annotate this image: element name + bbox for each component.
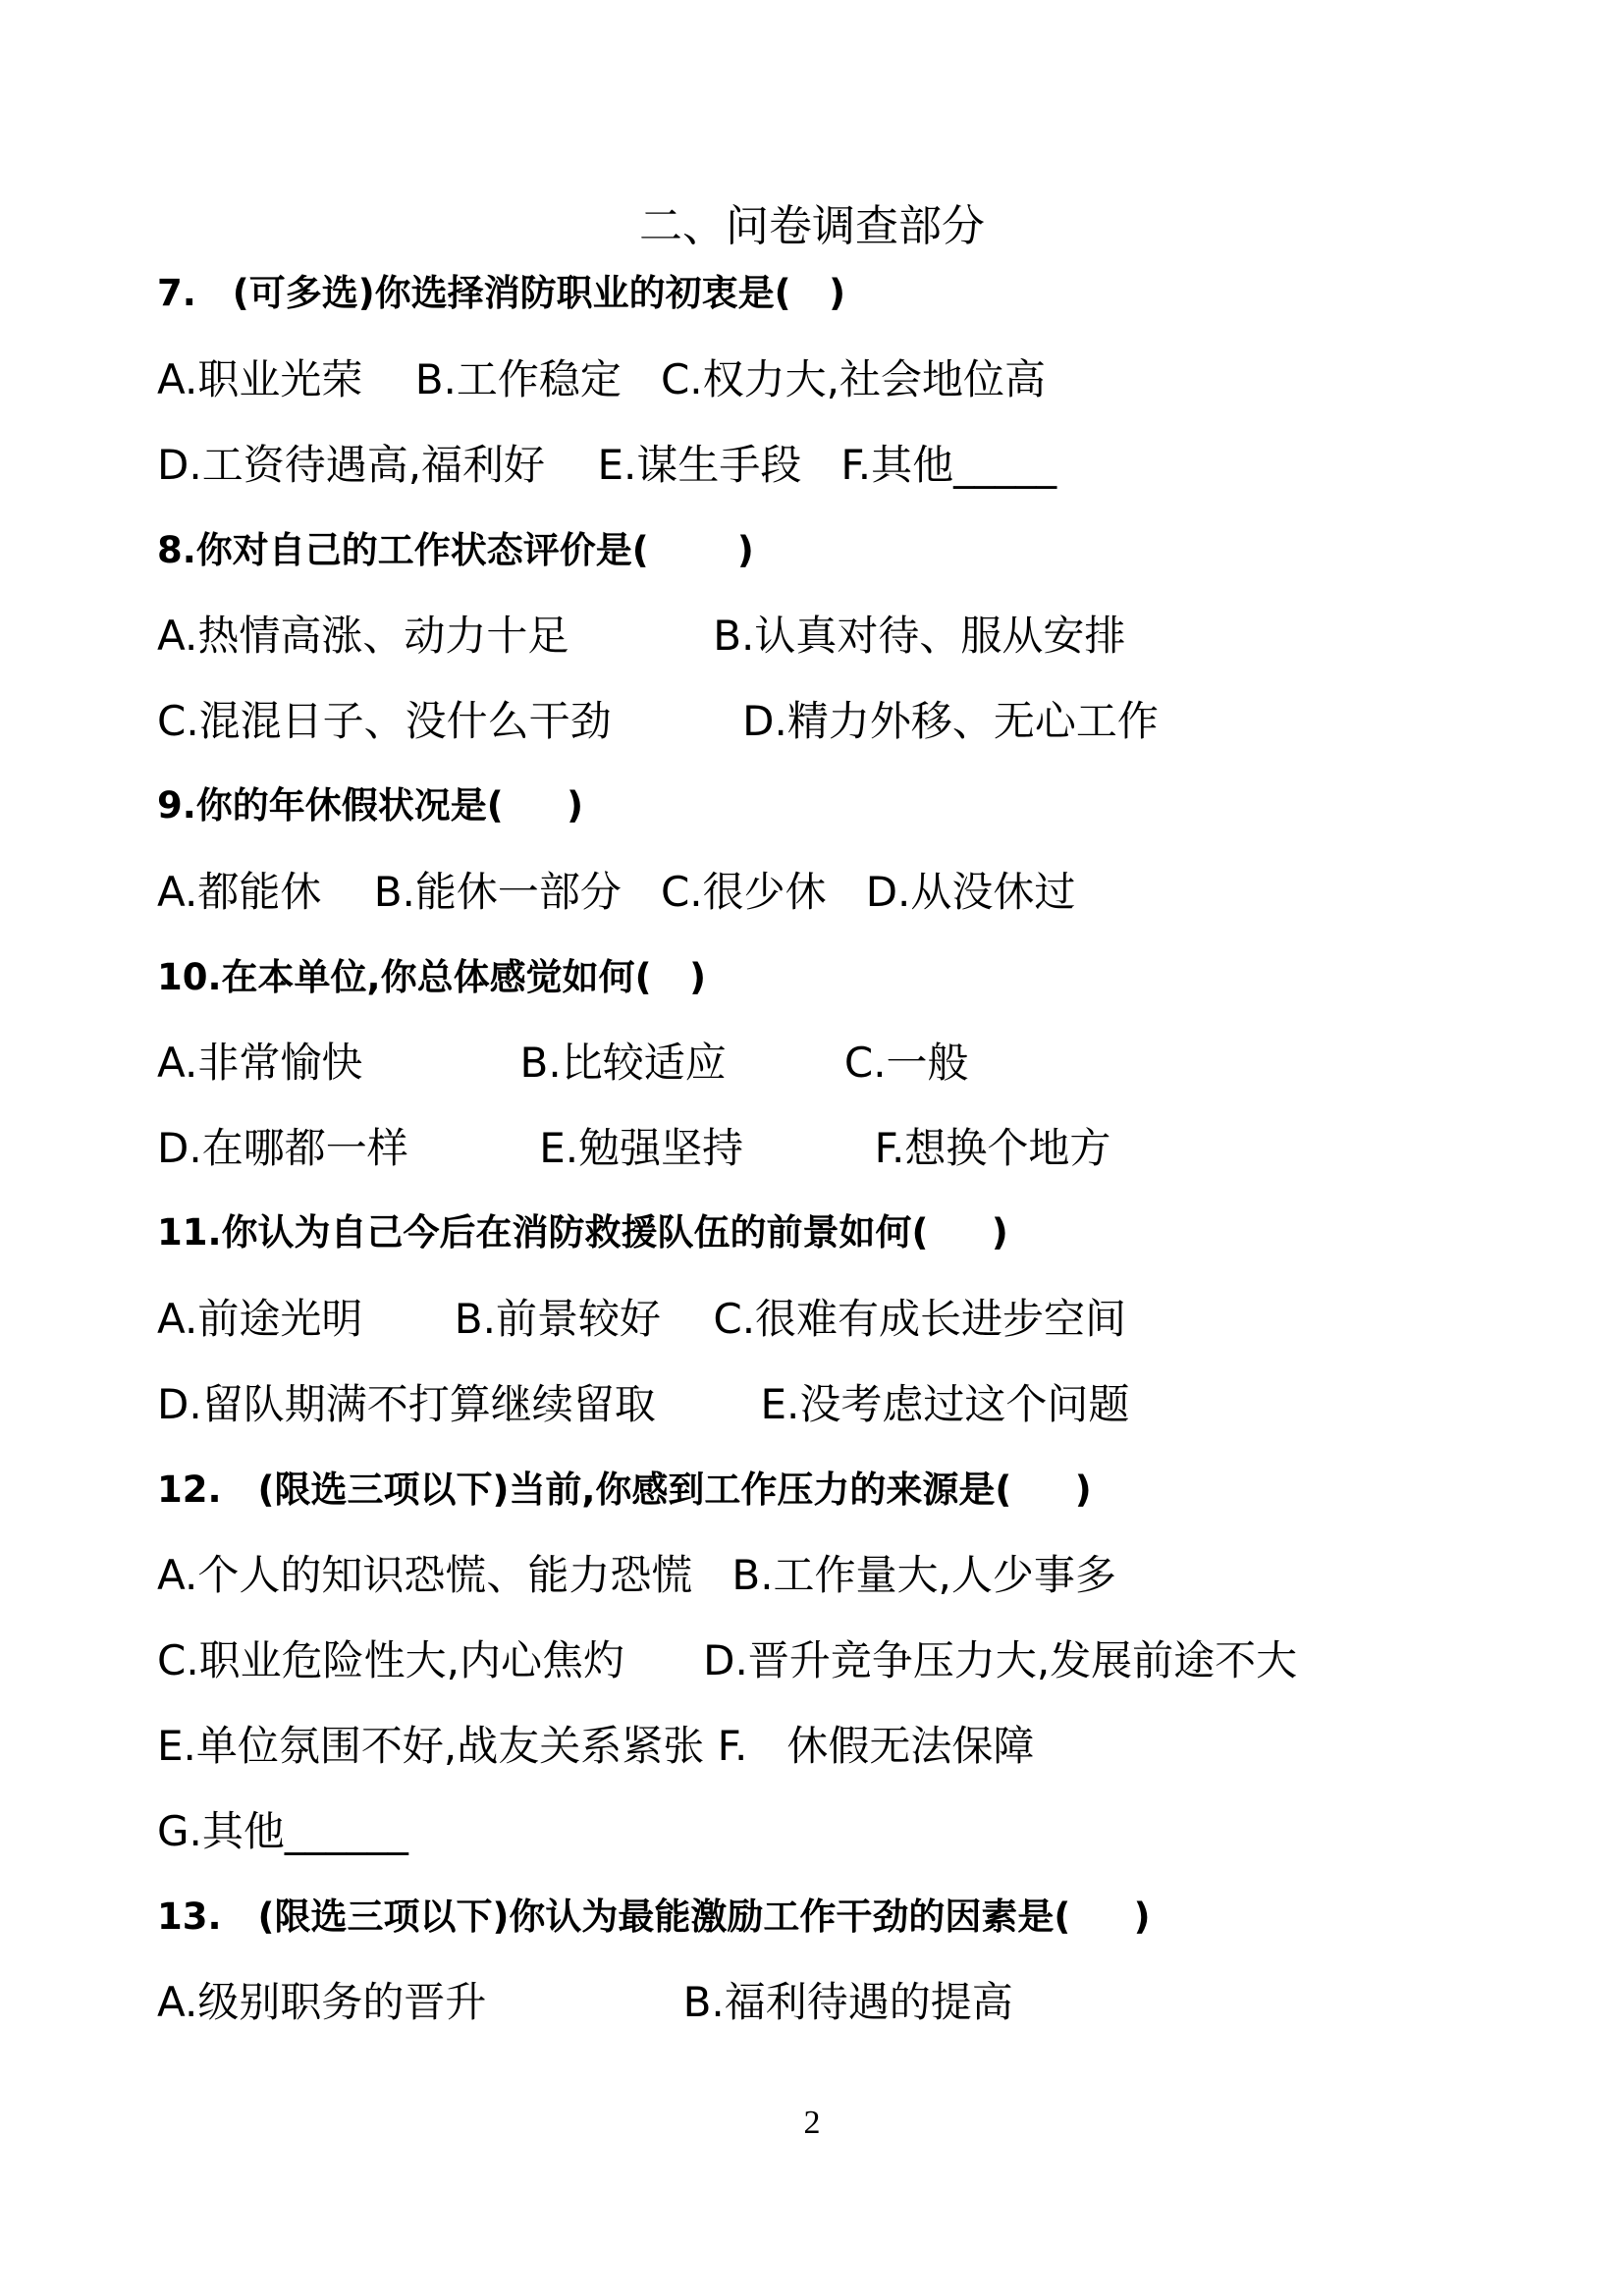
- question-13-options-row-1: A.级别职务的晋升 B.福利待遇的提高: [157, 1978, 1013, 2026]
- question-10-options-row-1: A.非常愉快 B.比较适应 C.一般: [157, 1039, 969, 1087]
- question-10: 10.在本单位,你总体感觉如何( ): [157, 956, 707, 998]
- question-11: 11.你认为自己今后在消防救援队伍的前景如何( ): [157, 1211, 1008, 1254]
- question-8-options-row-1: A.热情高涨、动力十足 B.认真对待、服从安排: [157, 612, 1126, 660]
- question-8: 8.你对自己的工作状态评价是( ): [157, 529, 754, 571]
- question-9-options: A.都能休 B.能休一部分 C.很少休 D.从没休过: [157, 868, 1076, 916]
- question-11-options-row-1: A.前途光明 B.前景较好 C.很难有成长进步空间: [157, 1295, 1127, 1343]
- question-7-options-row-1: A.职业光荣 B.工作稳定 C.权力大,社会地位高: [157, 355, 1046, 403]
- question-7: 7. (可多选)你选择消防职业的初衷是( ): [157, 272, 846, 314]
- question-12-options-row-2: C.职业危险性大,内心焦灼 D.晋升竞争压力大,发展前途不大: [157, 1636, 1298, 1684]
- page-number: 2: [803, 2105, 821, 2141]
- question-7-options-row-2: D.工资待遇高,福利好 E.谋生手段 F.其他_____: [157, 441, 1057, 489]
- question-8-options-row-2: C.混混日子、没什么干劲 D.精力外移、无心工作: [157, 697, 1159, 745]
- question-12: 12. (限选三项以下)当前,你感到工作压力的来源是( ): [157, 1468, 1092, 1511]
- question-12-options-row-3: E.单位氛围不好,战友关系紧张 F. 休假无法保障: [157, 1722, 1035, 1770]
- question-11-options-row-2: D.留队期满不打算继续留取 E.没考虑过这个问题: [157, 1380, 1130, 1428]
- question-10-options-row-2: D.在哪都一样 E.勉强坚持 F.想换个地方: [157, 1124, 1111, 1172]
- question-12-options-row-4: G.其他______: [157, 1807, 408, 1855]
- section-title: 二、问卷调查部分: [639, 201, 985, 251]
- question-13: 13. (限选三项以下)你认为最能激励工作干劲的因素是( ): [157, 1896, 1151, 1938]
- question-12-options-row-1: A.个人的知识恐慌、能力恐慌 B.工作量大,人少事多: [157, 1551, 1116, 1599]
- question-9: 9.你的年休假状况是( ): [157, 784, 584, 827]
